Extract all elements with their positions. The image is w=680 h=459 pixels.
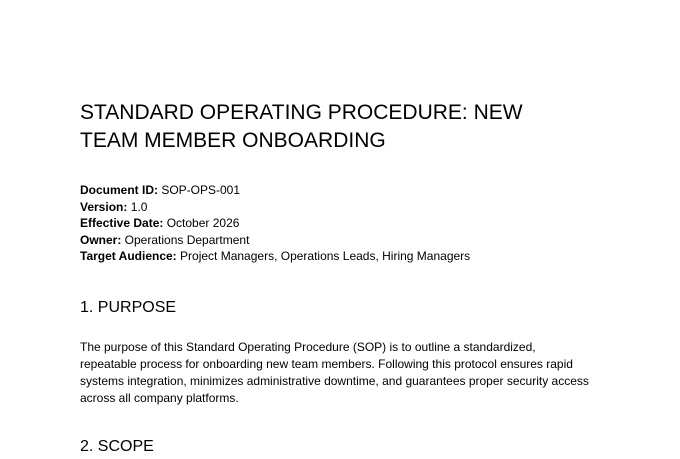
- title-line: STANDARD OPERATING PROCEDURE: NEW: [80, 101, 523, 124]
- meta-value: Project Managers, Operations Leads, Hiring Managers: [176, 249, 471, 263]
- paragraph-line: The purpose of this Standard Operating Procedure (SOP) is to outline a standardized,: [80, 340, 536, 354]
- section-heading-scope: 2. SCOPE: [80, 438, 154, 455]
- meta-value: Operations Department: [121, 232, 250, 247]
- meta-label: Owner:: [80, 232, 122, 247]
- paragraph-line: across all company platforms.: [80, 391, 239, 405]
- meta-label: Effective Date:: [80, 216, 164, 230]
- meta-version: [80, 199, 640, 216]
- title-line: TEAM MEMBER ONBOARDING: [80, 129, 386, 152]
- meta-document-id: [80, 182, 640, 199]
- document-metadata: [80, 182, 640, 265]
- meta-label: Document ID:: [80, 183, 158, 197]
- paragraph-line: systems integration, minimizes administrative downtime, and guarantees proper security access: [80, 374, 589, 388]
- meta-value: October 2026: [163, 216, 240, 230]
- document-title: [80, 99, 640, 155]
- meta-label: Version:: [80, 199, 128, 214]
- meta-value: SOP-OPS-001: [158, 183, 241, 197]
- paragraph-line: repeatable process for onboarding new team members. Following this protocol ensures rapid: [80, 357, 573, 371]
- meta-effective-date: [80, 215, 640, 232]
- purpose-paragraph: [80, 339, 640, 407]
- section-heading-purpose: 1. PURPOSE: [80, 299, 177, 316]
- meta-target-audience: [80, 248, 640, 265]
- meta-label: Target Audience:: [80, 249, 177, 263]
- meta-value: 1.0: [127, 199, 148, 214]
- meta-owner: [80, 232, 640, 249]
